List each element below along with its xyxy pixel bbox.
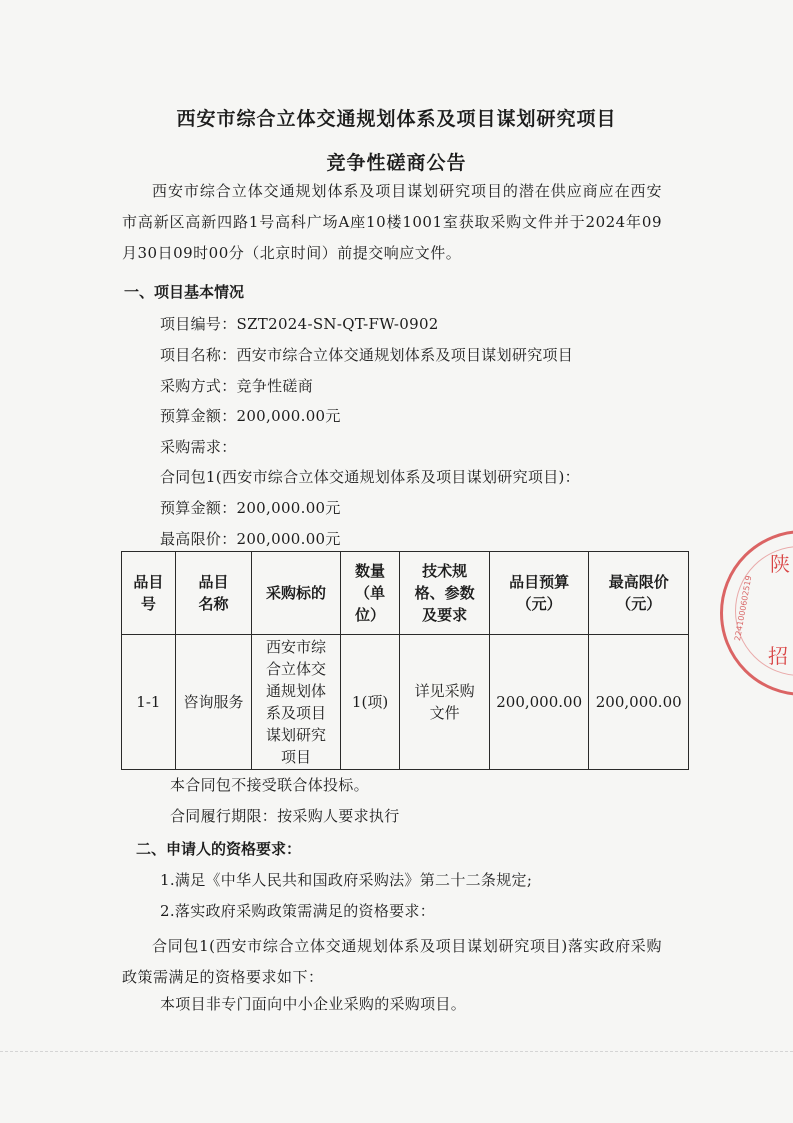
seal-number: 2241000602519 (733, 574, 754, 642)
cell-item-budget: 200,000.00 (489, 635, 589, 770)
document-subtitle: 竞争性磋商公告 (326, 152, 467, 174)
cell-specs: 详见采购文件 (400, 635, 489, 770)
budget-amount: 预算金额：200,000.00元 (160, 407, 341, 425)
procurement-method: 采购方式：竞争性磋商 (160, 377, 314, 395)
seal-char-bottom: 招 (768, 644, 788, 668)
consortium-note: 本合同包不接受联合体投标。 (170, 776, 369, 794)
scan-artifact-line (0, 1051, 793, 1052)
qualification-item-2: 2.落实政府采购政策需满足的资格要求： (160, 902, 436, 920)
qualification-item-3: 合同包1(西安市综合立体交通规划体系及项目谋划研究项目)落实政府采购政策需满足的资格要求如下： (122, 937, 662, 986)
header-target: 采购标的 (252, 552, 340, 635)
section1-heading: 一、项目基本情况 (124, 283, 245, 301)
project-number: 项目编号：SZT2024-SN-QT-FW-0902 (160, 315, 439, 333)
header-item-no: 品目号 (122, 552, 176, 635)
cell-quantity: 1(项) (340, 635, 400, 770)
max-price: 最高限价：200,000.00元 (160, 530, 341, 548)
qualification-item-1: 1.满足《中华人民共和国政府采购法》第二十二条规定; (160, 871, 533, 889)
contract-period: 合同履行期限：按采购人要求执行 (170, 807, 400, 825)
procurement-table (121, 551, 689, 770)
header-item-budget: 品目预算（元） (489, 552, 589, 635)
cell-item-no: 1-1 (122, 635, 176, 770)
cell-item-name: 咨询服务 (175, 635, 252, 770)
seal-char-top: 陕 (770, 552, 790, 576)
procurement-demand: 采购需求： (160, 438, 237, 456)
table-header-row (122, 552, 689, 635)
section2-heading: 二、申请人的资格要求： (136, 840, 302, 858)
document-title: 西安市综合立体交通规划体系及项目谋划研究项目 (176, 108, 617, 130)
header-item-name: 品目名称 (175, 552, 252, 635)
contract-package: 合同包1(西安市综合立体交通规划体系及项目谋划研究项目)： (160, 468, 580, 486)
project-name: 项目名称：西安市综合立体交通规划体系及项目谋划研究项目 (160, 346, 574, 364)
header-specs: 技术规格、参数及要求 (400, 552, 489, 635)
table-row (122, 635, 689, 770)
intro-paragraph: 西安市综合立体交通规划体系及项目谋划研究项目的潜在供应商应在西安市高新区高新四路1号高科广场A座10楼1001室获取采购文件并于2024年09月30日09时00分（北京时间）前提交响应文件。 (122, 182, 662, 262)
cell-target: 西安市综合立体交通规划体系及项目谋划研究项目 (252, 635, 340, 770)
header-max-price: 最高限价（元） (589, 552, 689, 635)
package-budget: 预算金额：200,000.00元 (160, 499, 341, 517)
qualification-item-4: 本项目非专门面向中小企业采购的采购项目。 (160, 995, 467, 1013)
cell-max-price: 200,000.00 (589, 635, 689, 770)
header-quantity: 数量（单位） (340, 552, 400, 635)
